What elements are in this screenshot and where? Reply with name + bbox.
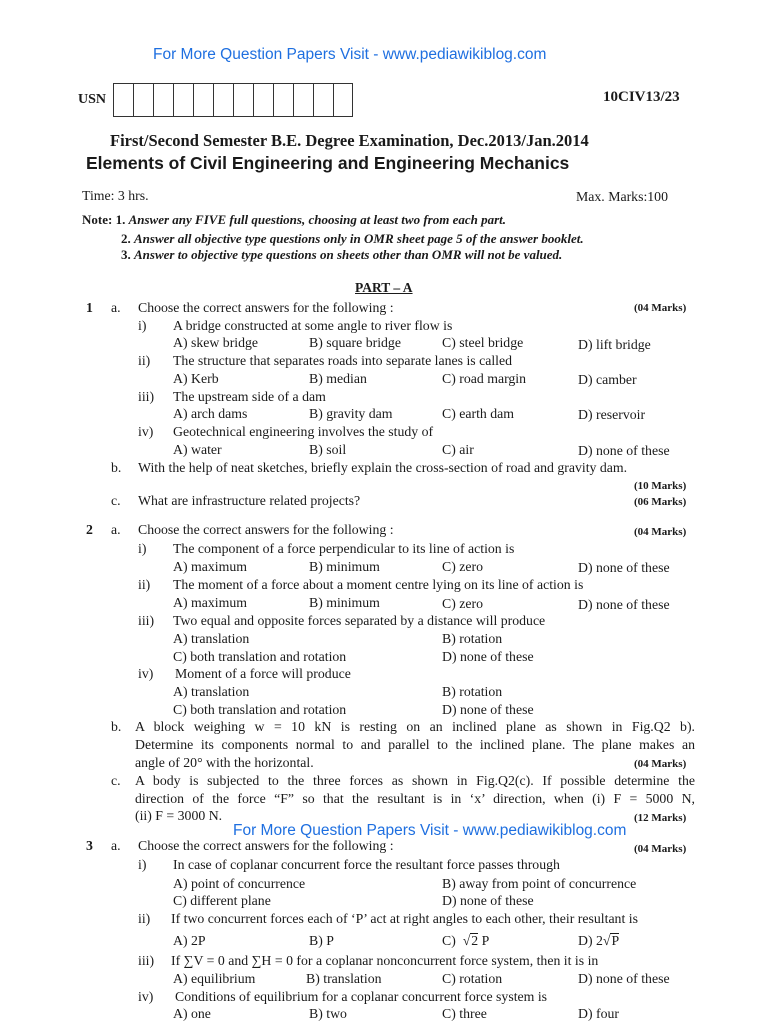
q1-iv-option-c: C) air [442,442,474,457]
usn-box [273,83,293,117]
usn-label: USN [78,92,107,107]
q2-b-line-2: Determine its components normal to and parallel to the inclined plane. The plane makes an [135,737,695,752]
q1-ii-option-d: D) camber [578,372,637,387]
q2-iv-question: Moment of a force will produce [175,666,351,681]
q2-iii-question: Two equal and opposite forces separated by a distance will produce [173,613,546,628]
q2-b-line-3: angle of 20° with the horizontal. [135,755,314,770]
q1-iii-option-b: B) gravity dam [309,406,393,421]
max-marks: Max. Marks:100 [576,189,668,204]
q2-c-label: c. [111,773,121,788]
q2-i-option-d: D) none of these [578,560,670,575]
q1-iii-label: iii) [138,389,155,404]
subject-title: Elements of Civil Engineering and Engineering Mechanics [86,153,570,173]
q3-iv-option-a: A) one [173,1006,211,1021]
usn-entry-boxes [113,83,353,117]
q1-a-text: Choose the correct answers for the following : [138,300,394,315]
q1-iv-option-d: D) none of these [578,443,670,458]
q3-ii-option-b: B) P [309,933,334,948]
q1-i-option-d: D) lift bridge [578,337,651,352]
usn-box [333,83,353,117]
q1-iv-option-a: A) water [173,442,222,457]
exam-title: First/Second Semester B.E. Degree Examination, Dec.2013/Jan.2014 [110,131,589,150]
q2-iii-option-a: A) translation [173,631,250,646]
q2-iv-option-d: D) none of these [442,702,534,717]
usn-box [193,83,213,117]
q3-a-text: Choose the correct answers for the following : [138,838,394,853]
q3-ii-option-c-suffix: P [481,933,490,948]
note-line-2 [121,231,584,247]
q3-iii-option-b: B) translation [306,971,382,986]
q3-a-label: a. [111,838,121,853]
q3-i-option-a: A) point of concurrence [173,876,306,891]
q1-i-option-c: C) steel bridge [442,335,524,350]
q3-i-question: In case of coplanar concurrent force the resultant force passes through [173,857,560,872]
time-duration: Time: 3 hrs. [82,188,149,203]
q3-i-option-d: D) none of these [442,893,534,908]
q3-ii-option-a: A) 2P [173,933,206,948]
q1-ii-option-b: B) median [309,371,367,386]
q2-iii-option-c: C) both translation and rotation [173,649,347,664]
q3-i-option-b: B) away from point of concurrence [442,876,637,891]
q1-ii-option-c: C) road margin [442,371,527,386]
usn-box [213,83,233,117]
website-banner-top: For More Question Papers Visit - www.pediawikiblog.com [153,46,547,63]
q2-i-option-c: C) zero [442,559,483,574]
q2-c-marks: (12 Marks) [634,812,687,824]
q2-ii-option-a: A) maximum [173,595,247,610]
q2-b-label: b. [111,719,122,734]
q1-i-question: A bridge constructed at some angle to river flow is [173,318,453,333]
q2-c-line-3: (ii) F = 3000 N. [135,808,223,823]
q2-iii-option-b: B) rotation [442,631,503,646]
q1-a-label: a. [111,300,121,315]
q3-iii-option-d: D) none of these [578,971,670,986]
q3-iv-option-b: B) two [309,1006,347,1021]
q2-c-line-2: direction of the force “F” so that the resultant is in ‘x’ direction, when (i) F = 5000 N, [135,791,695,806]
usn-box [133,83,153,117]
q3-iv-question: Conditions of equilibrium for a coplanar concurrent force system is [175,989,548,1004]
q2-iv-option-b: B) rotation [442,684,503,699]
q2-iii-label: iii) [138,613,155,628]
question-2-number: 2 [86,522,93,537]
q3-iii-label: iii) [138,953,155,968]
paper-code: 10CIV13/23 [603,89,680,105]
q3-iv-option-d: D) four [578,1006,619,1021]
part-a-heading: PART – A [355,280,413,295]
q3-i-label: i) [138,857,147,872]
q3-ii-option-d-radicand: P [611,933,620,948]
q2-ii-option-c: C) zero [442,596,483,611]
usn-box [313,83,333,117]
q1-iii-option-d: D) reservoir [578,407,646,422]
q3-ii-option-d: D) 2√P [578,933,620,948]
usn-box [153,83,173,117]
q3-ii-label: ii) [138,911,151,926]
q1-c-label: c. [111,493,121,508]
q1-c-marks: (06 Marks) [634,496,687,508]
q1-b-text: With the help of neat sketches, briefly explain the cross-section of road and gravity dam. [138,460,628,475]
q3-iii-question: If ∑V = 0 and ∑H = 0 for a coplanar nonconcurrent force system, then it is in [171,953,599,968]
q3-ii-option-c-radicand: 2 [471,933,479,948]
note-2-number: 2. [121,231,131,246]
q2-ii-option-b: B) minimum [309,595,380,610]
q1-i-label: i) [138,318,147,333]
usn-box [173,83,193,117]
q2-i-label: i) [138,541,147,556]
q3-ii-option-c-label: C) [442,933,456,948]
q3-iii-option-a: A) equilibrium [173,971,256,986]
usn-box [233,83,253,117]
q3-ii-option-d-label: D) 2 [578,933,603,948]
q2-ii-option-d: D) none of these [578,597,670,612]
q2-iv-option-c: C) both translation and rotation [173,702,347,717]
usn-box [293,83,313,117]
q1-b-marks: (10 Marks) [634,480,687,492]
question-3-number: 3 [86,838,93,853]
note-line-1 [82,212,506,228]
q3-ii-option-c: C) √2 P [442,933,490,948]
note-2-text: Answer all objective type questions only in OMR sheet page 5 of the answer booklet. [134,231,584,246]
note-3-text: Answer to objective type questions on sheets other than OMR will not be valued. [134,247,563,262]
q1-iii-option-a: A) arch dams [173,406,248,421]
q2-iv-label: iv) [138,666,154,681]
q2-iii-option-d: D) none of these [442,649,534,664]
q2-ii-label: ii) [138,577,151,592]
note-3-number: 3. [121,247,131,262]
q2-i-question: The component of a force perpendicular to its line of action is [173,541,515,556]
q1-ii-option-a: A) Kerb [173,371,219,386]
q2-ii-question: The moment of a force about a moment centre lying on its line of action is [173,577,584,592]
q1-i-option-a: A) skew bridge [173,335,259,350]
q1-ii-question: The structure that separates roads into separate lanes is called [173,353,513,368]
note-line-3 [121,247,562,263]
note-1-text: Answer any FIVE full questions, choosing at least two from each part. [128,212,507,227]
q1-i-option-b: B) square bridge [309,335,401,350]
q1-iii-option-c: C) earth dam [442,406,515,421]
q3-iii-option-c: C) rotation [442,971,503,986]
q1-iv-option-b: B) soil [309,442,347,457]
q1-ii-label: ii) [138,353,151,368]
website-banner-middle: For More Question Papers Visit - www.pediawikiblog.com [233,822,627,839]
note-label: Note: 1. [82,212,126,227]
question-1-number: 1 [86,300,93,315]
q3-iv-option-c: C) three [442,1006,487,1021]
q1-a-marks: (04 Marks) [634,302,687,314]
q2-a-marks: (04 Marks) [634,526,687,538]
q2-a-text: Choose the correct answers for the following : [138,522,394,537]
q3-a-marks: (04 Marks) [634,843,687,855]
usn-box [113,83,133,117]
q2-iv-option-a: A) translation [173,684,250,699]
q1-b-label: b. [111,460,122,475]
usn-box [253,83,273,117]
q1-iv-question: Geotechnical engineering involves the study of [173,424,434,439]
q1-c-text: What are infrastructure related projects? [138,493,361,508]
q3-ii-question: If two concurrent forces each of ‘P’ act at right angles to each other, their resultant is [171,911,638,926]
q3-iv-label: iv) [138,989,154,1004]
q1-iv-label: iv) [138,424,154,439]
q2-i-option-a: A) maximum [173,559,247,574]
q2-a-label: a. [111,522,121,537]
q2-i-option-b: B) minimum [309,559,380,574]
q2-b-marks: (04 Marks) [634,758,687,770]
q3-i-option-c: C) different plane [173,893,271,908]
q1-iii-question: The upstream side of a dam [173,389,326,404]
q2-b-line-1: A block weighing w = 10 kN is resting on an inclined plane as shown in Fig.Q2 b). [135,719,695,734]
q2-c-line-1: A body is subjected to the three forces as shown in Fig.Q2(c). If possible determine the [135,773,695,788]
